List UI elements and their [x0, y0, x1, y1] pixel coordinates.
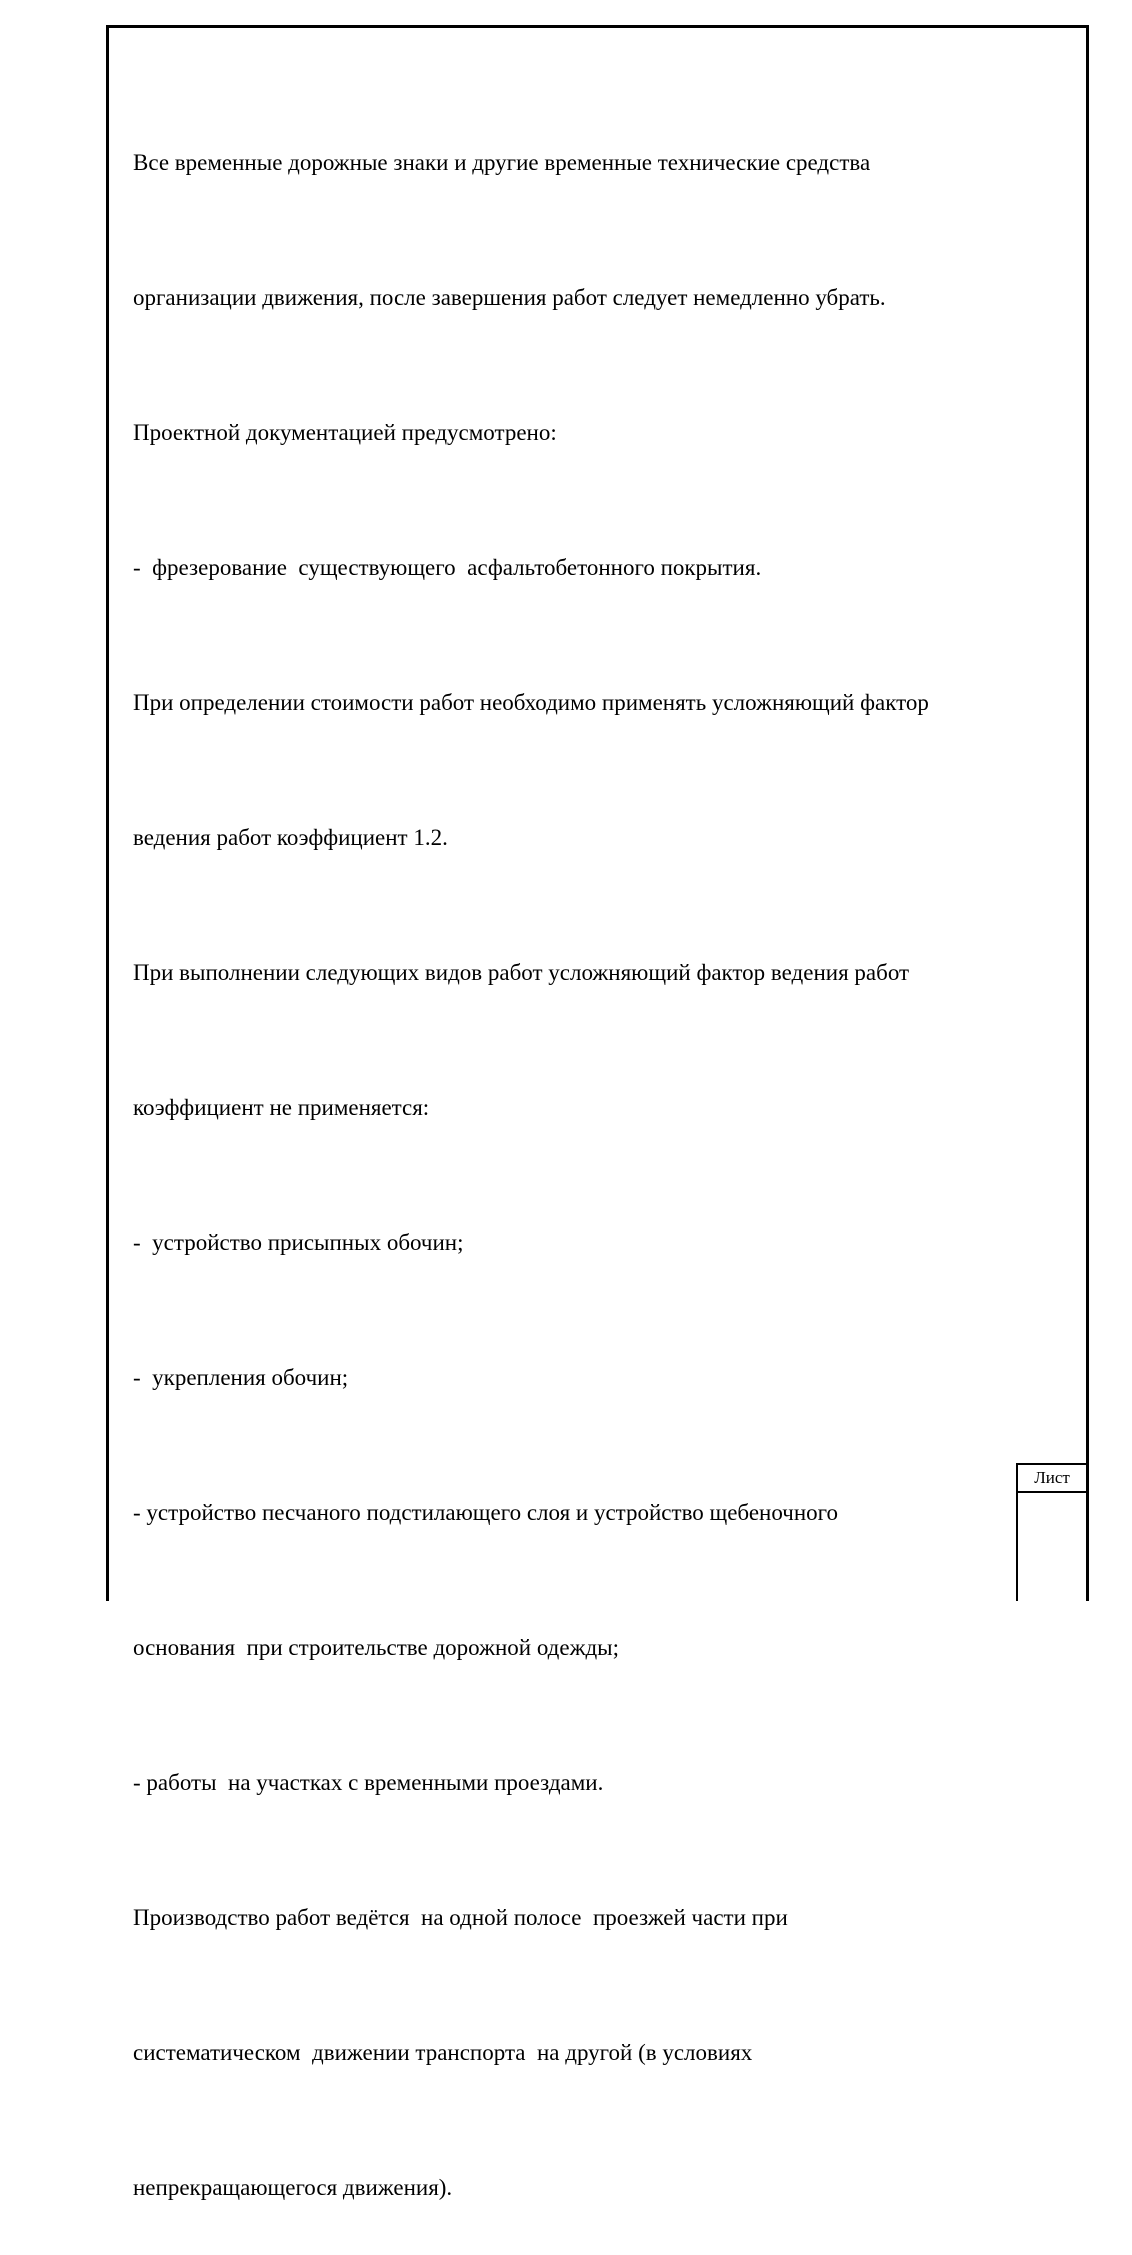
sheet-label: Лист — [1034, 1468, 1070, 1487]
text-line: - устройство песчаного подстилающего слоя и устройство щебеночного — [133, 1500, 838, 1525]
frame-top-border — [106, 25, 1089, 28]
document-body — [133, 50, 1073, 2255]
text-line: ведения работ коэффициент 1.2. — [133, 825, 448, 850]
frame-left-border — [106, 25, 109, 1601]
text-line: коэффициент не применяется: — [133, 1095, 430, 1120]
text-line: - фрезерование существующего асфальтобетонного покрытия. — [133, 555, 762, 580]
text-line: - работы на участках с временными проездами. — [133, 1770, 604, 1795]
text-line: Производство работ ведётся на одной полосе проезжей части при — [133, 1905, 788, 1930]
text-line: - укрепления обочин; — [133, 1365, 349, 1390]
text-line: Проектной документацией предусмотрено: — [133, 420, 557, 445]
frame-right-border — [1086, 25, 1089, 1601]
text-line: организации движения, после завершения работ следует немедленно убрать. — [133, 285, 886, 310]
text-line: Все временные дорожные знаки и другие временные технические средства — [133, 150, 871, 175]
text-line: непрекращающегося движения). — [133, 2175, 453, 2200]
text-line: При определении стоимости работ необходимо применять усложняющий фактор — [133, 690, 929, 715]
text-line: систематическом движении транспорта на другой (в условиях — [133, 2040, 753, 2065]
text-line: - устройство присыпных обочин; — [133, 1230, 464, 1255]
sheet-stamp-box — [1016, 1463, 1086, 1601]
text-line: При выполнении следующих видов работ усложняющий фактор ведения работ — [133, 960, 910, 985]
stamp-divider — [1016, 1491, 1086, 1493]
text-line: основания при строительстве дорожной одежды; — [133, 1635, 620, 1660]
